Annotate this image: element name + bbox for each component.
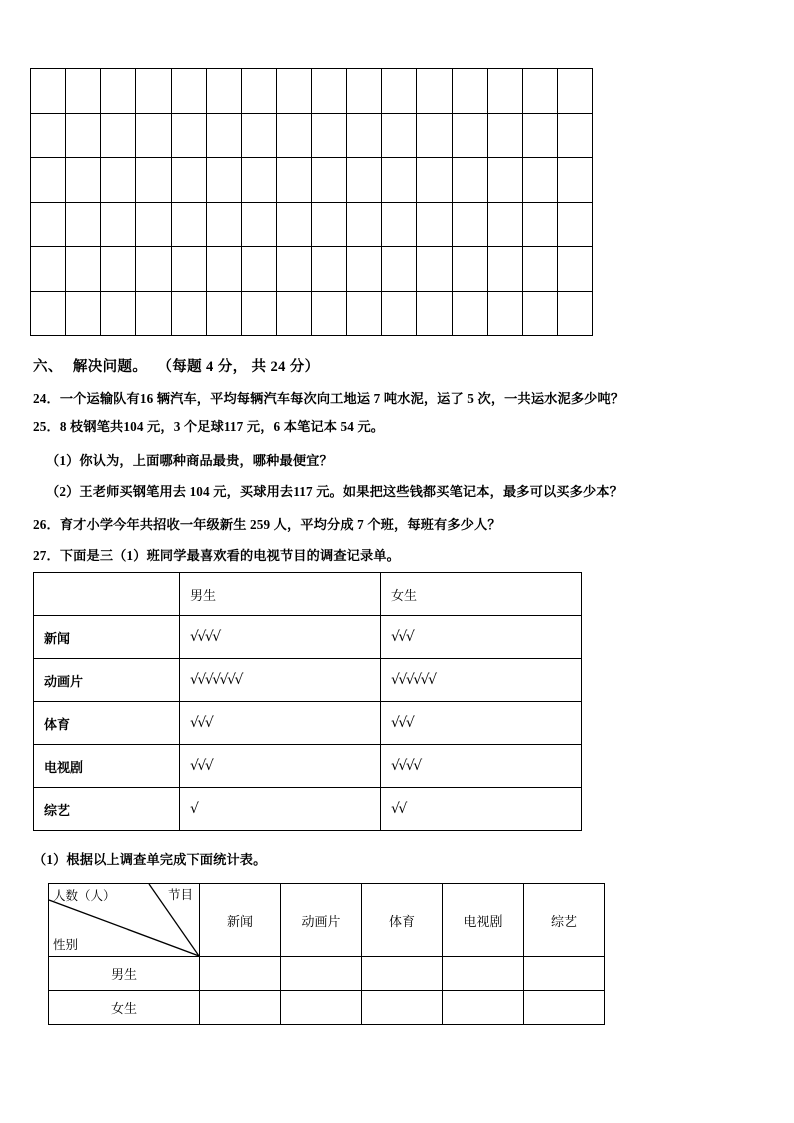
survey-table-row (34, 788, 582, 831)
answer-grid-cell[interactable] (347, 69, 382, 113)
stats-program-header: 体育 (362, 884, 443, 957)
section-heading (33, 355, 320, 376)
answer-grid-cell[interactable] (522, 291, 557, 336)
answer-grid-cell[interactable] (66, 202, 101, 247)
stats-answer-cell[interactable] (524, 991, 605, 1025)
survey-tally-girls (381, 788, 582, 831)
survey-tally-girls (381, 659, 582, 702)
answer-grid-cell[interactable] (206, 202, 241, 247)
answer-grid-cell[interactable] (557, 291, 592, 336)
answer-grid-row (31, 202, 593, 247)
answer-grid-cell[interactable] (101, 69, 136, 113)
section-scoring: （每题 4 分， 共 24 分） (157, 359, 320, 375)
answer-grid-cell[interactable] (31, 158, 66, 203)
answer-grid-cell[interactable] (276, 69, 311, 113)
tally-marks: √√√ (391, 715, 414, 731)
answer-grid-cell[interactable] (557, 69, 592, 113)
stats-table-row (49, 991, 605, 1025)
survey-table-row (34, 616, 582, 659)
survey-table-row (34, 702, 582, 745)
answer-grid-cell[interactable] (276, 291, 311, 336)
survey-header-boys: 男生 (180, 573, 381, 616)
answer-grid-cell[interactable] (312, 247, 347, 292)
answer-grid-cell[interactable] (382, 69, 417, 113)
question-25-part-2: （2）王老师买钢笔用去 104 元，买球用去117 元。如果把这些钱都买笔记本，最多可以买多少本？ (46, 484, 623, 499)
stats-answer-cell[interactable] (362, 991, 443, 1025)
answer-grid-cell[interactable] (171, 247, 206, 292)
answer-grid-cell[interactable] (66, 158, 101, 203)
survey-table-body (34, 573, 582, 831)
answer-grid-cell[interactable] (241, 69, 276, 113)
answer-grid-body (31, 69, 593, 336)
answer-grid-cell[interactable] (136, 202, 171, 247)
answer-grid-cell[interactable] (452, 291, 487, 336)
answer-grid-cell[interactable] (136, 158, 171, 203)
answer-grid-cell[interactable] (347, 158, 382, 203)
answer-grid-cell[interactable] (312, 69, 347, 113)
answer-grid-cell[interactable] (487, 69, 522, 113)
survey-tally-boys (180, 788, 381, 831)
answer-grid-cell[interactable] (557, 113, 592, 158)
survey-tally-boys (180, 702, 381, 745)
survey-tally-girls (381, 745, 582, 788)
question-26: 26．育才小学今年共招收一年级新生 259 人，平均分成 7 个班，每班有多少人？ (33, 517, 501, 532)
stats-program-header: 综艺 (524, 884, 605, 957)
question-27: 27．下面是三（1）班同学最喜欢看的电视节目的调查记录单。 (33, 548, 401, 563)
answer-grid-cell[interactable] (382, 158, 417, 203)
stats-answer-cell[interactable] (281, 991, 362, 1025)
answer-grid-cell[interactable] (101, 113, 136, 158)
answer-grid-cell[interactable] (101, 291, 136, 336)
answer-grid-cell[interactable] (347, 291, 382, 336)
stats-table-body (49, 884, 605, 1025)
stats-answer-cell[interactable] (281, 957, 362, 991)
answer-grid-cell[interactable] (312, 113, 347, 158)
answer-grid-row (31, 113, 593, 158)
section-number: 六、 (33, 359, 63, 375)
answer-grid-cell[interactable] (136, 113, 171, 158)
survey-tally-girls (381, 616, 582, 659)
stats-answer-cell[interactable] (443, 957, 524, 991)
answer-grid-cell[interactable] (276, 202, 311, 247)
answer-grid-cell[interactable] (66, 247, 101, 292)
answer-grid-cell[interactable] (31, 291, 66, 336)
tally-marks: √√√√ (190, 629, 220, 645)
stats-program-header: 动画片 (281, 884, 362, 957)
tally-marks: √√ (391, 801, 406, 817)
stats-corner-count-label: 人数（人） (53, 889, 116, 903)
survey-program-label: 综艺 (34, 788, 180, 831)
answer-grid-cell[interactable] (31, 202, 66, 247)
answer-grid-cell[interactable] (241, 247, 276, 292)
tv-program-statistics-table (48, 883, 605, 1025)
answer-grid-cell[interactable] (417, 247, 452, 292)
answer-grid-cell[interactable] (452, 113, 487, 158)
answer-grid-cell[interactable] (522, 113, 557, 158)
stats-row-label: 男生 (49, 957, 200, 991)
answer-grid-cell[interactable] (276, 158, 311, 203)
answer-grid-cell[interactable] (101, 247, 136, 292)
answer-grid-cell[interactable] (136, 247, 171, 292)
survey-corner-cell (34, 573, 180, 616)
answer-grid-cell[interactable] (312, 158, 347, 203)
answer-grid-cell[interactable] (557, 202, 592, 247)
survey-table-row (34, 659, 582, 702)
answer-grid-row (31, 291, 593, 336)
answer-grid-cell[interactable] (487, 113, 522, 158)
answer-grid-cell[interactable] (382, 247, 417, 292)
answer-grid-row (31, 158, 593, 203)
tally-marks: √√√ (190, 715, 213, 731)
survey-program-label: 电视剧 (34, 745, 180, 788)
answer-grid-cell[interactable] (522, 247, 557, 292)
answer-grid-cell[interactable] (417, 202, 452, 247)
stats-answer-cell[interactable] (443, 991, 524, 1025)
answer-grid-cell[interactable] (522, 202, 557, 247)
answer-grid-cell[interactable] (241, 291, 276, 336)
stats-diagonal-header-cell (49, 884, 200, 957)
answer-grid-cell[interactable] (557, 247, 592, 292)
stats-table-row (49, 957, 605, 991)
answer-grid-cell[interactable] (66, 113, 101, 158)
answer-grid-cell[interactable] (452, 202, 487, 247)
stats-answer-cell[interactable] (362, 957, 443, 991)
survey-program-label: 新闻 (34, 616, 180, 659)
survey-header-girls: 女生 (381, 573, 582, 616)
question-25-part-1: （1）你认为，上面哪种商品最贵，哪种最便宜？ (46, 453, 333, 468)
answer-grid-cell[interactable] (347, 202, 382, 247)
answer-grid-cell[interactable] (31, 113, 66, 158)
answer-grid-cell[interactable] (417, 158, 452, 203)
survey-tally-girls (381, 702, 582, 745)
answer-grid-cell[interactable] (206, 291, 241, 336)
answer-grid-cell[interactable] (487, 202, 522, 247)
answer-grid-cell[interactable] (557, 158, 592, 203)
blank-answer-grid (30, 68, 593, 336)
answer-grid-cell[interactable] (241, 158, 276, 203)
answer-grid-cell[interactable] (31, 69, 66, 113)
answer-grid-cell[interactable] (276, 113, 311, 158)
answer-grid-cell[interactable] (487, 158, 522, 203)
survey-tally-boys (180, 616, 381, 659)
tally-marks: √√√√√√ (391, 672, 436, 688)
answer-grid-cell[interactable] (312, 291, 347, 336)
question-24: 24．一个运输队有16 辆汽车，平均每辆汽车每次向工地运 7 吨水泥，运了 5 次，一共运水泥多少吨？ (33, 391, 625, 406)
survey-program-label: 体育 (34, 702, 180, 745)
answer-grid-cell[interactable] (522, 158, 557, 203)
answer-grid-cell[interactable] (452, 158, 487, 203)
survey-table-row (34, 745, 582, 788)
answer-grid-cell[interactable] (171, 113, 206, 158)
answer-grid-cell[interactable] (206, 158, 241, 203)
answer-grid-cell[interactable] (206, 69, 241, 113)
tally-marks: √√√√√√√ (190, 672, 242, 688)
answer-grid-cell[interactable] (66, 69, 101, 113)
survey-tally-boys (180, 659, 381, 702)
answer-grid-cell[interactable] (452, 69, 487, 113)
stats-row-label: 女生 (49, 991, 200, 1025)
section-title: 解决问题。 (72, 359, 148, 375)
answer-grid-table (31, 69, 593, 336)
stats-answer-cell[interactable] (200, 957, 281, 991)
answer-grid-row (31, 69, 593, 113)
stats-program-header: 新闻 (200, 884, 281, 957)
answer-grid-cell[interactable] (206, 113, 241, 158)
stats-answer-cell[interactable] (524, 957, 605, 991)
answer-grid-cell[interactable] (382, 291, 417, 336)
answer-grid-cell[interactable] (171, 291, 206, 336)
answer-grid-row (31, 247, 593, 292)
answer-grid-cell[interactable] (136, 291, 171, 336)
tally-marks: √√√√ (391, 758, 421, 774)
question-27-part-1: （1）根据以上调查单完成下面统计表。 (33, 852, 267, 867)
question-25: 25．8 枝钢笔共104 元，3 个足球117 元，6 本笔记本 54 元。 (33, 419, 385, 434)
answer-grid-cell[interactable] (171, 158, 206, 203)
answer-grid-cell[interactable] (522, 69, 557, 113)
answer-grid-cell[interactable] (347, 113, 382, 158)
answer-grid-cell[interactable] (487, 291, 522, 336)
answer-grid-cell[interactable] (382, 113, 417, 158)
answer-grid-cell[interactable] (31, 247, 66, 292)
survey-program-label: 动画片 (34, 659, 180, 702)
answer-grid-cell[interactable] (241, 113, 276, 158)
tally-marks: √√√ (391, 629, 414, 645)
tv-program-survey-record (33, 572, 582, 831)
answer-grid-cell[interactable] (171, 69, 206, 113)
answer-grid-cell[interactable] (417, 69, 452, 113)
answer-grid-cell[interactable] (452, 247, 487, 292)
answer-grid-cell[interactable] (417, 291, 452, 336)
answer-grid-cell[interactable] (136, 69, 171, 113)
answer-grid-cell[interactable] (382, 202, 417, 247)
stats-corner-gender-label: 性别 (53, 938, 79, 952)
answer-grid-cell[interactable] (101, 202, 136, 247)
tally-marks: √√√ (190, 758, 213, 774)
answer-grid-cell[interactable] (276, 247, 311, 292)
stats-header-row (49, 884, 605, 957)
survey-header-row (34, 573, 582, 616)
answer-grid-cell[interactable] (417, 113, 452, 158)
answer-grid-cell[interactable] (347, 247, 382, 292)
answer-grid-cell[interactable] (312, 202, 347, 247)
tally-marks: √ (190, 801, 198, 817)
answer-grid-cell[interactable] (101, 158, 136, 203)
survey-tally-boys (180, 745, 381, 788)
answer-grid-cell[interactable] (206, 247, 241, 292)
stats-corner-program-label: 节目 (167, 888, 193, 902)
answer-grid-cell[interactable] (66, 291, 101, 336)
stats-program-header: 电视剧 (443, 884, 524, 957)
answer-grid-cell[interactable] (171, 202, 206, 247)
answer-grid-cell[interactable] (241, 202, 276, 247)
answer-grid-cell[interactable] (487, 247, 522, 292)
stats-answer-cell[interactable] (200, 991, 281, 1025)
